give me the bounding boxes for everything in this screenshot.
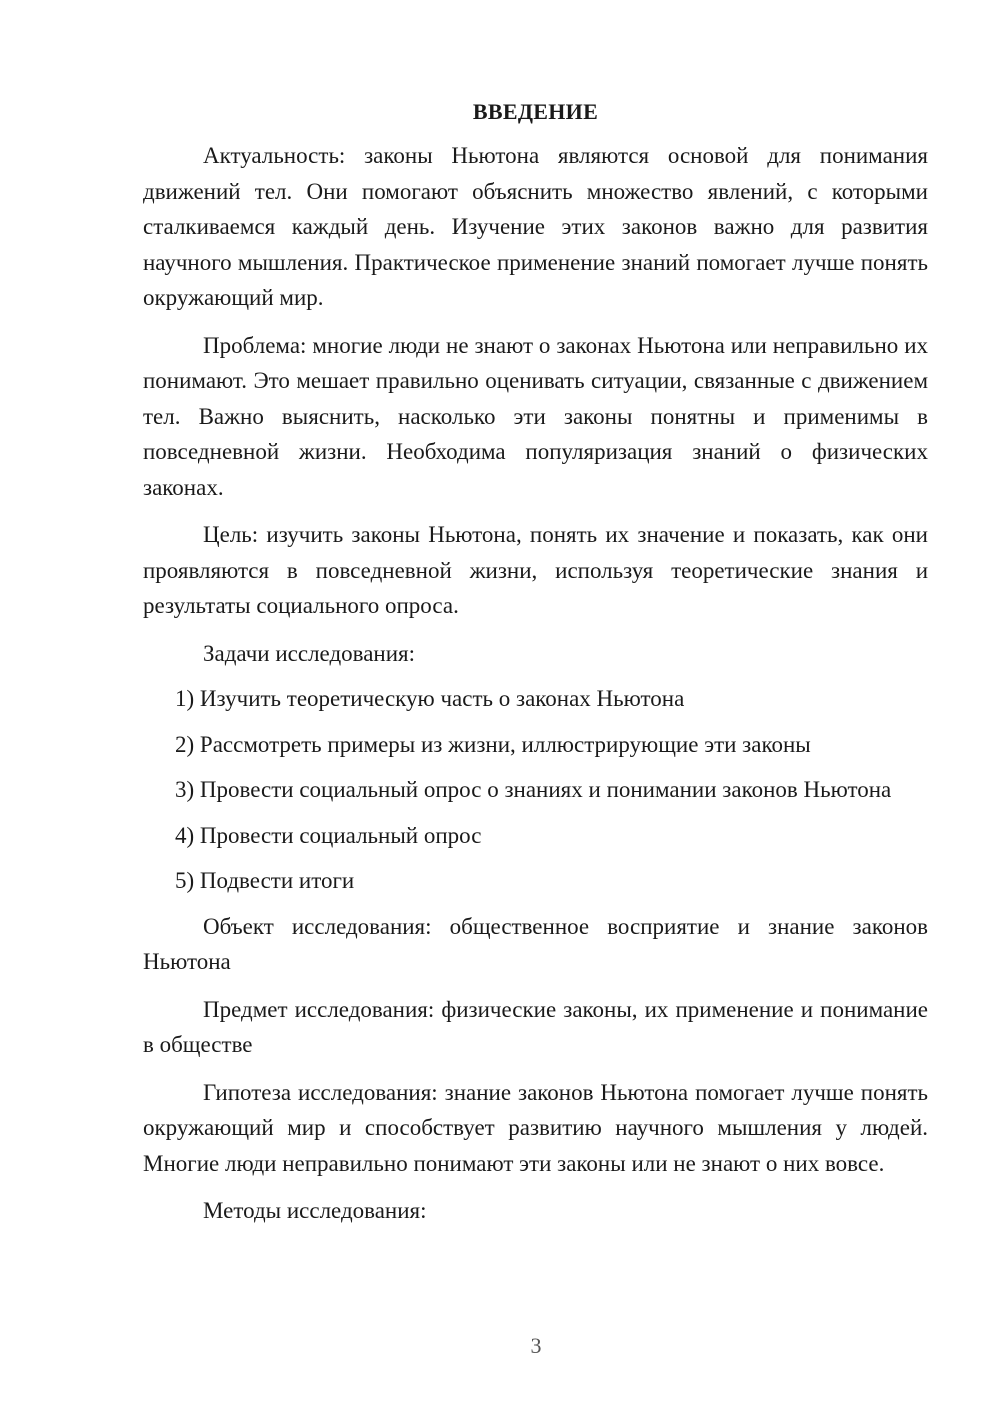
task-item-5: 5) Подвести итоги [175,868,355,893]
goal-paragraph: Цель: изучить законы Ньютона, понять их значение и показать, как они проявляются в повседневной жизни, используя теоретические знания и результаты социального опроса. [143,522,928,618]
task-item-3: 3) Провести социальный опрос о знаниях и понимании законов Ньютона [175,777,892,802]
object-paragraph: Объект исследования: общественное восприятие и знание законов Ньютона [143,913,928,974]
subject-paragraph: Предмет исследования: физические законы, их применение и понимание в обществе [143,996,928,1057]
tasks-heading: Задачи исследования: [203,640,416,666]
relevance-paragraph: Актуальность: законы Ньютона являются основой для понимания движений тел. Они помогают объяснить множество явлений, с которыми сталкиваемся каждый день. Изучение этих законов важно для развития научного мышления. Практическое применение знаний помогает лучше понять окружающий мир. [143,143,928,310]
hypothesis-paragraph: Гипотеза исследования: знание законов Ньютона помогает лучше понять окружающий мир и способствует развитию научного мышления у людей. Многие люди неправильно понимают эти законы или не знают о них вовсе. [143,1079,928,1176]
task-item-1: 1) Изучить теоретическую часть о законах Ньютона [175,686,685,711]
methods-heading: Методы исследования: [203,1198,427,1223]
problem-paragraph: Проблема: многие люди не знают о законах Ньютона или неправильно их понимают. Это мешает правильно оценивать ситуации, связанные с движением тел. Важно выяснить, насколько эти законы понятны и применимы в повседневной жизни. Необходима популяризация знаний о физических законах. [143,332,928,500]
page-content [143,96,928,1239]
task-item-2: 2) Рассмотреть примеры из жизни, иллюстрирующие эти законы [175,731,811,757]
page-number: 3 [530,1333,542,1358]
section-title: ВВЕДЕНИЕ [472,99,599,124]
task-item-4: 4) Провести социальный опрос [175,822,482,848]
